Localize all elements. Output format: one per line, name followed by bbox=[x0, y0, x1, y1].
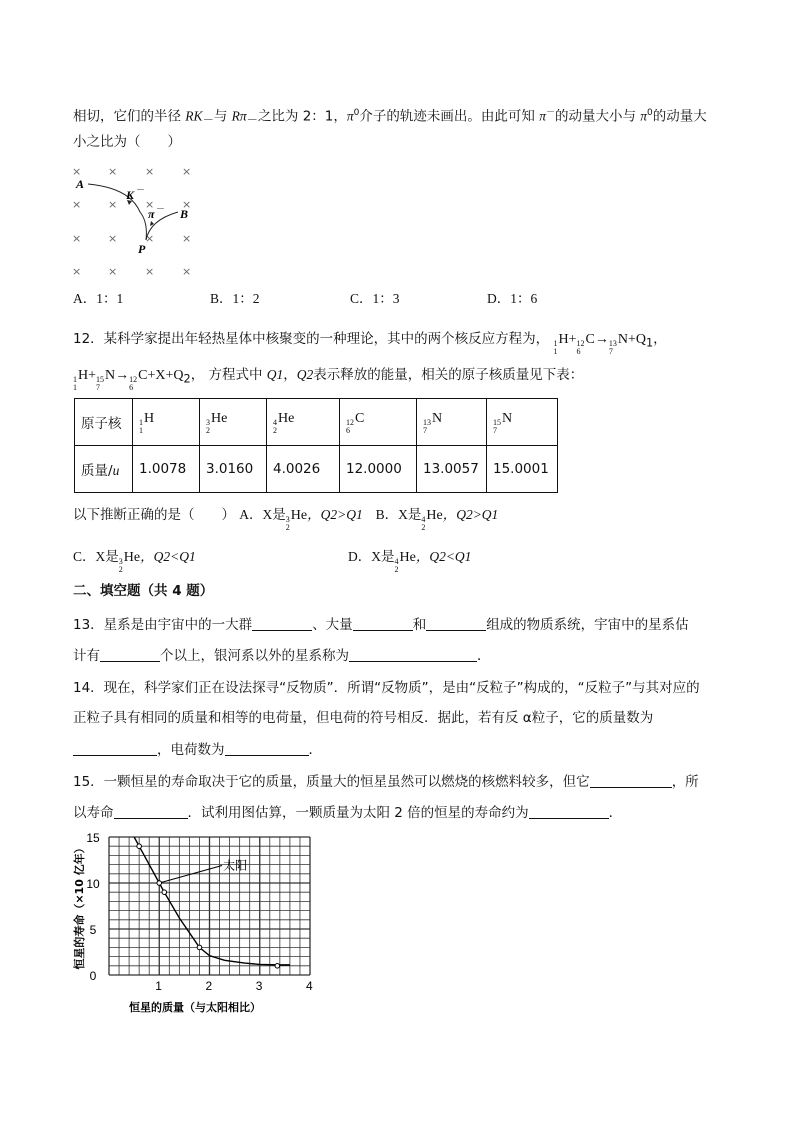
nuclide bbox=[285, 507, 308, 532]
answer-blank[interactable] bbox=[100, 647, 160, 662]
plus: + bbox=[568, 332, 577, 347]
q11-option-b[interactable]: B．1：2 bbox=[210, 291, 260, 306]
cross-icon: × bbox=[145, 265, 155, 278]
label-pi: π bbox=[148, 207, 155, 221]
q11-option-d[interactable]: D．1：6 bbox=[487, 291, 538, 306]
text: 与 bbox=[213, 108, 232, 125]
nuclide-cell bbox=[340, 399, 417, 446]
mass-number: 15 bbox=[493, 417, 501, 427]
symbol: π bbox=[539, 108, 546, 124]
atomic-number: 2 bbox=[273, 425, 277, 435]
header-cell: 原子核 bbox=[75, 399, 133, 446]
nuclide-numbers bbox=[273, 419, 277, 435]
y-tick-label: 10 bbox=[86, 877, 100, 891]
text: ， bbox=[653, 331, 667, 347]
y-tick-label: 0 bbox=[89, 969, 97, 983]
mass-number: 3 bbox=[118, 557, 123, 566]
answer-blank[interactable] bbox=[590, 773, 672, 788]
symbol: Q1 bbox=[266, 367, 284, 382]
text: ．试利用图估算，一颗质量为太阳 2 倍的恒星的寿命约为 bbox=[187, 805, 529, 821]
lifetime-curve bbox=[134, 837, 290, 965]
option-label: D．X是 bbox=[348, 549, 395, 564]
atomic-number: 6 bbox=[346, 425, 350, 435]
symbol: π bbox=[640, 108, 648, 124]
cross-icon: × bbox=[72, 265, 82, 278]
element-symbol: N bbox=[617, 332, 628, 347]
text: ， bbox=[190, 367, 205, 383]
nuclide-numbers bbox=[553, 340, 557, 356]
atomic-number: 7 bbox=[423, 425, 427, 435]
energy-term: +X+Q bbox=[147, 368, 184, 383]
nuclide bbox=[608, 331, 628, 356]
answer-blank[interactable] bbox=[426, 616, 486, 631]
answer-blank[interactable] bbox=[349, 647, 477, 662]
text: ，所 bbox=[671, 774, 699, 790]
mass-number: 12 bbox=[576, 339, 585, 348]
q15-line2 bbox=[73, 804, 622, 822]
table-row bbox=[75, 399, 558, 446]
element-symbol: C bbox=[355, 410, 365, 426]
text: 计有 bbox=[73, 648, 100, 664]
nuclide bbox=[553, 331, 569, 356]
section-heading: 二、填空题（共 4 题） bbox=[73, 583, 214, 599]
mass-number: 3 bbox=[206, 417, 210, 427]
option-relation: ，Q2>Q1 bbox=[307, 507, 363, 522]
mass-number: 12 bbox=[129, 375, 138, 384]
option-relation: ，Q2>Q1 bbox=[442, 507, 499, 522]
q11-line2: 小之比为（ ） bbox=[73, 134, 181, 150]
cross-icon: × bbox=[108, 198, 118, 211]
element-symbol: He bbox=[290, 508, 308, 523]
symbol: Q2 bbox=[296, 367, 314, 382]
text: 的动量大小与 bbox=[554, 108, 641, 125]
option-relation: ，Q2<Q1 bbox=[415, 549, 472, 564]
x-tick-label: 2 bbox=[205, 979, 213, 993]
text: 的动量大 bbox=[652, 108, 707, 125]
nuclide-cell bbox=[200, 399, 267, 446]
element-symbol: N bbox=[432, 410, 443, 426]
superscript: － bbox=[545, 108, 555, 118]
option-label: B．X是 bbox=[375, 507, 422, 522]
mass-cell: 13.0057 bbox=[417, 446, 487, 493]
nuclide-cell bbox=[487, 399, 558, 446]
atomic-number: 1 bbox=[73, 383, 77, 392]
annotation-leader bbox=[159, 866, 222, 883]
element-symbol: C bbox=[138, 368, 148, 383]
superscript: 0 bbox=[353, 108, 360, 118]
nuclide-numbers bbox=[421, 516, 425, 532]
nuclide-numbers bbox=[423, 419, 431, 435]
mass-cell: 1.0078 bbox=[133, 446, 200, 493]
data-point bbox=[162, 890, 167, 895]
q12-options-line bbox=[73, 548, 196, 574]
cross-icon: × bbox=[182, 265, 192, 278]
nuclide bbox=[73, 367, 89, 392]
unit: u bbox=[112, 463, 120, 478]
nuclide-numbers bbox=[493, 419, 501, 435]
q12-line1 bbox=[73, 330, 667, 356]
mass-number: 1 bbox=[73, 375, 77, 384]
cross-icon: × bbox=[108, 232, 118, 245]
text: ． bbox=[477, 648, 491, 664]
arrow: → bbox=[115, 368, 130, 383]
element-symbol: He bbox=[426, 508, 443, 523]
cross-icon: × bbox=[72, 198, 82, 211]
y-tick-label: 15 bbox=[86, 831, 100, 845]
text: 以寿命 bbox=[73, 805, 114, 821]
mass-cell: 15.0001 bbox=[487, 446, 558, 493]
text: 、大量 bbox=[312, 617, 353, 633]
cross-icon: × bbox=[108, 265, 118, 278]
element-symbol: N bbox=[105, 368, 116, 383]
mass-number: 1 bbox=[139, 417, 143, 427]
energy-term: +Q bbox=[627, 332, 646, 347]
q11-option-c[interactable]: C．1：3 bbox=[350, 291, 400, 306]
label-k-sup: － bbox=[136, 186, 146, 196]
label-b: B bbox=[180, 207, 189, 221]
q14-line2: 正粒子具有相同的质量和相等的电荷量，但电荷的符号相反．据此，若有反 α粒子，它的质量数为 bbox=[73, 710, 654, 726]
nuclide bbox=[206, 410, 228, 435]
atomic-number: 2 bbox=[206, 425, 210, 435]
element-symbol: C bbox=[585, 332, 595, 347]
label-k: K bbox=[126, 188, 135, 202]
nuclide-numbers bbox=[346, 419, 354, 435]
text: ， bbox=[283, 367, 297, 383]
text: 15．一颗恒星的寿命取决于它的质量，质量大的恒星虽然可以燃烧的核燃料较多，但它 bbox=[73, 774, 590, 790]
q12-option-c[interactable] bbox=[73, 549, 196, 574]
header-cell bbox=[75, 446, 133, 493]
cross-icon: × bbox=[108, 165, 118, 178]
mass-number: 4 bbox=[421, 515, 426, 524]
text: ． bbox=[308, 742, 322, 758]
nuclide-numbers bbox=[73, 376, 77, 392]
atomic-number: 2 bbox=[394, 565, 399, 574]
arrow: → bbox=[594, 332, 609, 347]
data-point bbox=[197, 945, 202, 950]
mass-cell: 12.0000 bbox=[340, 446, 417, 493]
text: ． bbox=[608, 805, 623, 821]
cross-icon: × bbox=[72, 232, 82, 245]
cross-icon: × bbox=[182, 198, 192, 211]
atomic-number: 7 bbox=[608, 347, 613, 356]
atomic-number: 1 bbox=[553, 347, 558, 356]
q14-line1: 14．现在，科学家们正在设法探寻“反物质”．所谓“反物质”，是由“反粒子”构成的，“反粒子”与其对应的 bbox=[73, 680, 700, 696]
atomic-number: 6 bbox=[576, 347, 581, 356]
text: 质量/ bbox=[81, 463, 113, 479]
text: 和 bbox=[412, 617, 427, 633]
mass-cell: 3.0160 bbox=[200, 446, 267, 493]
answer-blank[interactable] bbox=[114, 804, 188, 819]
nuclide-cell bbox=[267, 399, 340, 446]
nuclide-numbers bbox=[119, 558, 123, 574]
label-a: A bbox=[76, 177, 85, 191]
subscript: － bbox=[246, 114, 258, 128]
symbol: π bbox=[346, 108, 354, 124]
q12-option-b[interactable] bbox=[375, 507, 499, 532]
nuclide bbox=[96, 367, 116, 392]
q13-line2 bbox=[73, 647, 491, 665]
mass-number: 15 bbox=[96, 375, 105, 384]
option-label: A．X是 bbox=[239, 507, 286, 522]
q11-line1 bbox=[73, 104, 707, 130]
text: 相切，它们的半径 bbox=[73, 108, 186, 125]
star-lifetime-chart bbox=[60, 825, 330, 1015]
mass-number: 4 bbox=[273, 417, 277, 427]
element-symbol: He bbox=[399, 550, 416, 565]
table-row bbox=[75, 446, 558, 493]
q13-line1 bbox=[73, 616, 689, 634]
nuclide bbox=[421, 507, 443, 532]
mass-number: 3 bbox=[285, 515, 290, 524]
q11-option-a[interactable]: A．1：1 bbox=[73, 291, 124, 306]
text: 12．某科学家提出年轻热星体中核聚变的一种理论，其中的两个核反应方程为， bbox=[73, 331, 550, 347]
mass-number: 12 bbox=[346, 417, 354, 427]
answer-blank[interactable] bbox=[353, 616, 413, 631]
cross-icon: × bbox=[72, 165, 82, 178]
cross-icon: × bbox=[145, 198, 155, 211]
nuclide-numbers bbox=[139, 419, 143, 435]
subscript: － bbox=[202, 114, 214, 128]
text: 介子的轨迹未画出。由此可知 bbox=[359, 108, 540, 125]
atomic-number: 1 bbox=[139, 425, 143, 435]
text: 组成的物质系统，宇宙中的星系估 bbox=[486, 617, 689, 633]
text: 个以上，银河系以外的星系称为 bbox=[160, 648, 349, 664]
nuclide bbox=[346, 410, 365, 435]
text: 表示释放的能量，相关的原子核质量见下表： bbox=[313, 367, 584, 383]
mass-number: 13 bbox=[608, 339, 617, 348]
nuclide-cell bbox=[417, 399, 487, 446]
nuclide bbox=[493, 410, 513, 435]
atomic-number: 2 bbox=[118, 565, 123, 574]
superscript: 0 bbox=[647, 108, 653, 118]
mass-number: 13 bbox=[423, 417, 431, 427]
nuclide bbox=[118, 549, 141, 574]
element-symbol: He bbox=[278, 410, 295, 426]
x-tick-label: 3 bbox=[255, 979, 263, 993]
answer-blank[interactable] bbox=[225, 741, 309, 756]
text: 以下推断正确的是（ ） bbox=[73, 507, 235, 523]
subscript: 2 bbox=[183, 372, 191, 386]
equation-2 bbox=[73, 367, 205, 392]
atomic-number: 7 bbox=[96, 383, 101, 392]
answer-blank[interactable] bbox=[73, 741, 157, 756]
symbol: RK bbox=[185, 108, 203, 124]
q12-prompt-line bbox=[73, 506, 498, 532]
option-label: C．X是 bbox=[73, 549, 119, 564]
q14-line3 bbox=[73, 741, 322, 759]
nuclide-numbers bbox=[577, 340, 585, 356]
nuclide-numbers bbox=[609, 340, 617, 356]
element-symbol: He bbox=[211, 410, 228, 426]
q12-option-d[interactable] bbox=[348, 549, 472, 574]
element-symbol: H bbox=[144, 410, 155, 426]
subscript: 1 bbox=[646, 336, 654, 350]
mass-number: 4 bbox=[394, 557, 399, 566]
label-pi-sup: － bbox=[156, 205, 166, 215]
mass-cell: 4.0026 bbox=[267, 446, 340, 493]
y-axis-label: 恒星的寿命（×10 亿年） bbox=[73, 842, 86, 970]
text: 13．星系是由宇宙中的一大群 bbox=[73, 617, 253, 633]
cross-icon: × bbox=[145, 165, 155, 178]
text: 之比为 2：1， bbox=[257, 108, 347, 125]
data-point bbox=[275, 964, 280, 969]
x-tick-label: 4 bbox=[306, 979, 313, 993]
nuclide-numbers bbox=[129, 376, 137, 392]
plus: + bbox=[88, 368, 97, 383]
magnetic-field-figure bbox=[60, 160, 220, 280]
nuclide bbox=[576, 331, 595, 356]
mass-number: 1 bbox=[553, 339, 558, 348]
answer-blank[interactable] bbox=[529, 804, 609, 819]
text: ，电荷数为 bbox=[157, 742, 225, 758]
text: 方程式中 bbox=[208, 367, 267, 383]
nuclide-mass-table bbox=[74, 398, 558, 493]
q12-option-a[interactable] bbox=[239, 507, 363, 532]
atomic-number: 6 bbox=[129, 383, 134, 392]
field-crosses bbox=[72, 165, 191, 278]
cross-icon: × bbox=[182, 165, 192, 178]
cross-icon: × bbox=[145, 232, 155, 245]
nuclide bbox=[423, 410, 443, 435]
x-axis-label: 恒星的质量（与太阳相比） bbox=[129, 1001, 261, 1014]
data-point bbox=[157, 881, 162, 886]
cross-icon: × bbox=[182, 232, 192, 245]
data-point bbox=[137, 844, 142, 849]
nuclide-numbers bbox=[286, 516, 290, 532]
element-symbol: N bbox=[502, 410, 513, 426]
element-symbol: H bbox=[558, 332, 569, 347]
atomic-number: 2 bbox=[285, 523, 290, 532]
q12-line2 bbox=[73, 366, 583, 392]
option-relation: ，Q2<Q1 bbox=[140, 549, 196, 564]
nuclide-cell bbox=[133, 399, 200, 446]
x-tick-label: 1 bbox=[155, 979, 162, 993]
symbol: Rπ bbox=[231, 108, 247, 124]
nuclide bbox=[129, 367, 148, 392]
nuclide bbox=[139, 410, 155, 435]
label-p: P bbox=[138, 242, 146, 256]
answer-blank[interactable] bbox=[252, 616, 312, 631]
y-tick-label: 5 bbox=[89, 923, 97, 937]
atomic-number: 7 bbox=[493, 425, 497, 435]
element-symbol: H bbox=[78, 368, 89, 383]
element-symbol: He bbox=[123, 550, 141, 565]
nuclide-numbers bbox=[206, 419, 210, 435]
nuclide bbox=[273, 410, 295, 435]
nuclide-numbers bbox=[395, 558, 399, 574]
annotation-label: 太阳 bbox=[223, 858, 248, 873]
atomic-number: 2 bbox=[421, 523, 426, 532]
equation-1 bbox=[553, 331, 667, 356]
q15-line1 bbox=[73, 773, 699, 791]
nuclide bbox=[394, 549, 416, 574]
nuclide-numbers bbox=[96, 376, 104, 392]
q12-options-line bbox=[348, 548, 471, 574]
